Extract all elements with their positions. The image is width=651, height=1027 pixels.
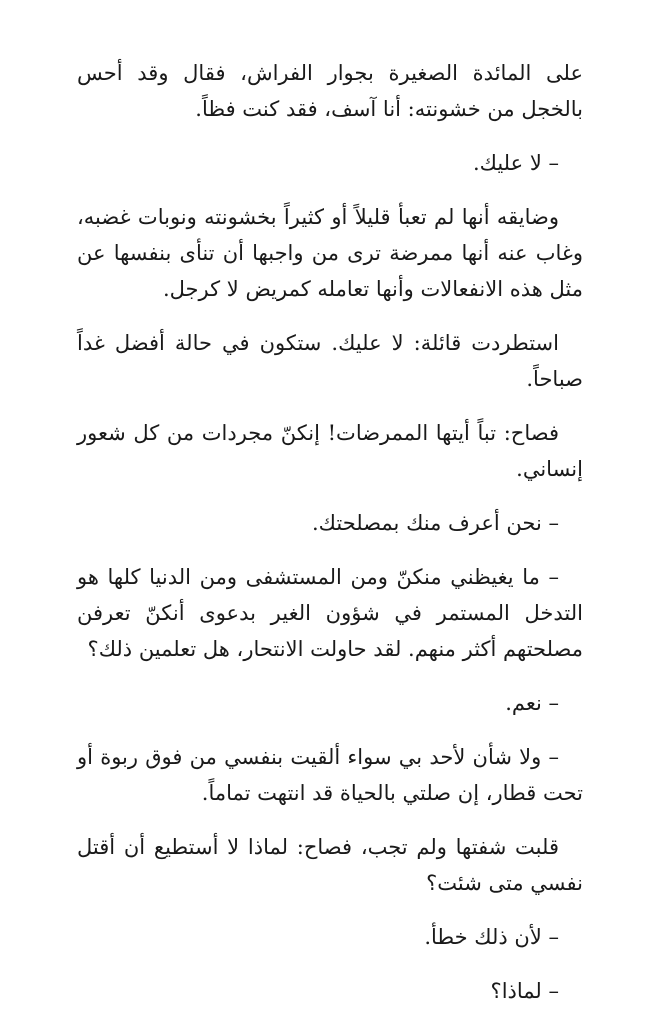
- paragraph-7: – ما يغيظني منكنّ ومن المستشفى ومن الدنيا كلها هو التدخل المستمر في شؤون الغير بدعوى أنكنّ تعرفن مصلحتهم أكثر منهم. لقد حاولت الانتحار، هل تعلمين ذلك؟: [77, 565, 583, 661]
- paragraph-9: – ولا شأن لأحد بي سواء ألقيت بنفسي من فوق ربوة أو تحت قطار، إن صلتي بالحياة قد انتهت تماماً.: [77, 745, 583, 805]
- paragraph-10: قلبت شفتها ولم تجب، فصاح: لماذا لا أستطيع أن أقتل نفسي متى شئت؟: [77, 835, 583, 895]
- paragraph-1: على المائدة الصغيرة بجوار الفراش، فقال وقد أحس بالخجل من خشونته: أنا آسف، فقد كنت فظاً.: [77, 61, 583, 121]
- paragraph-2: – لا عليك.: [472, 151, 559, 175]
- paragraph-8: – نعم.: [505, 691, 559, 715]
- paragraph-3: وضايقه أنها لم تعبأ قليلاً أو كثيراً بخشونته ونوبات غضبه، وغاب عنه أنها ممرضة ترى من واجبها أن تنأى بنفسها عن مثل هذه الانفعالات وأنها تعامله كمريض لا كرجل.: [77, 205, 584, 301]
- page-body-text: [77, 55, 583, 1027]
- paragraph-6: – نحن أعرف منك بمصلحتك.: [311, 511, 559, 535]
- paragraph-11: – لأن ذلك خطأ.: [424, 925, 559, 949]
- paragraph-5: فصاح: تباً أيتها الممرضات! إنكنّ مجردات من كل شعور إنساني.: [77, 421, 583, 481]
- paragraph-4: استطردت قائلة: لا عليك. ستكون في حالة أفضل غداً صباحاً.: [77, 331, 583, 391]
- paragraph-12: – لماذا؟: [490, 979, 559, 1003]
